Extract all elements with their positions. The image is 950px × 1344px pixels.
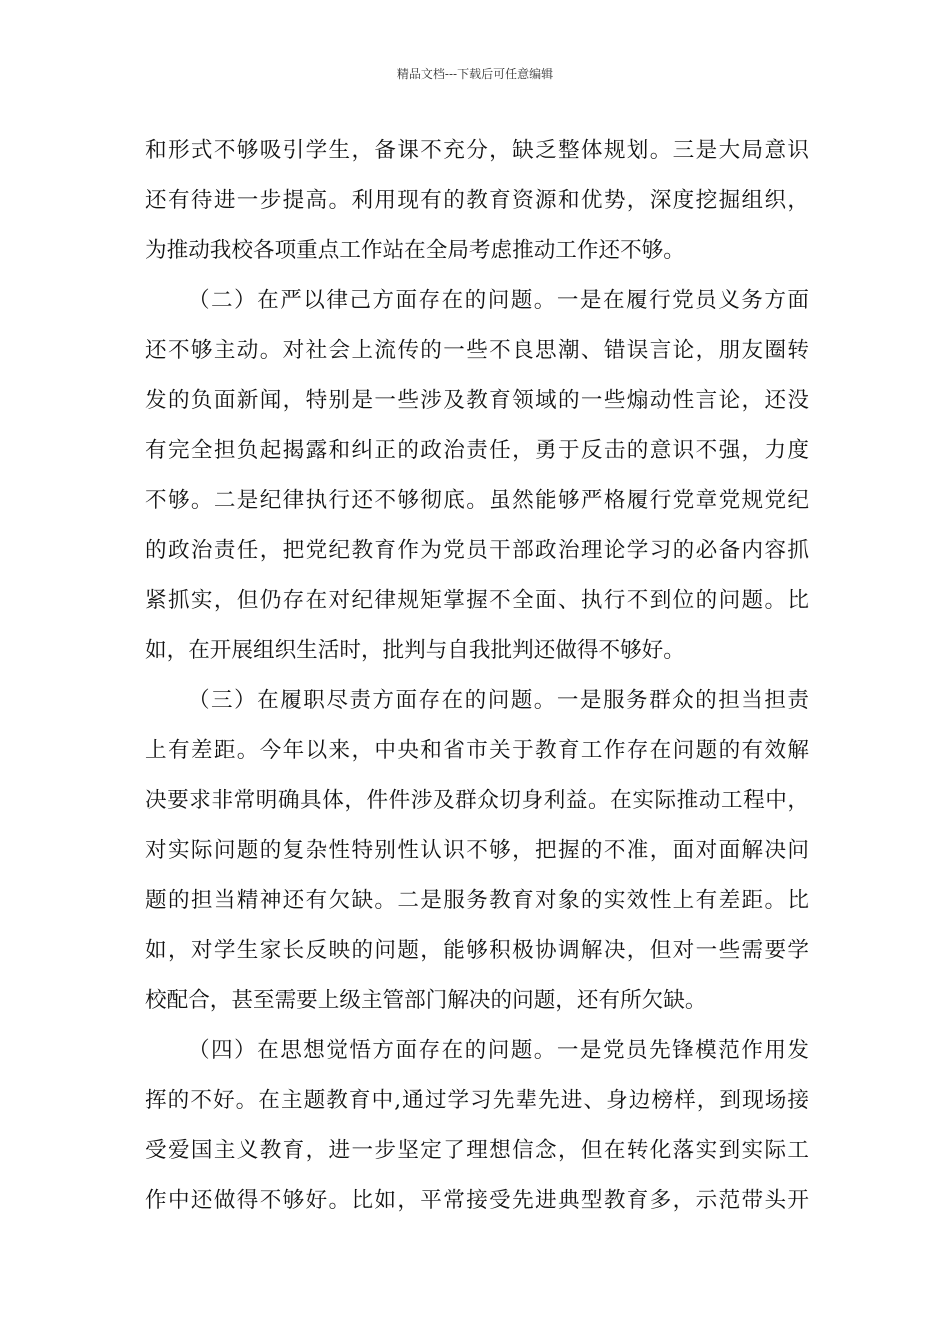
text-line: 还有待进一步提高。利用现有的教育资源和优势，深度挖掘组织， [145,188,809,213]
text-line: 和形式不够吸引学生，备课不充分，缺乏整体规划。三是大局意识 [145,138,809,163]
text-line: 作中还做得不够好。比如，平常接受先进典型教育多，示范带头开 [145,1188,809,1213]
document-body [145,126,809,1226]
paragraph-first-line: （三）在履职尽责方面存在的问题。一是服务群众的担当担责 [188,688,809,713]
paragraph-first-line: （二）在严以律己方面存在的问题。一是在履行党员义务方面 [188,288,809,313]
text-line: 校配合，甚至需要上级主管部门解决的问题，还有所欠缺。 [145,988,707,1013]
text-line: 决要求非常明确具体，件件涉及群众切身利益。在实际推动工程中， [145,788,809,813]
text-line: 的政治责任，把党纪教育作为党员干部政治理论学习的必备内容抓 [145,538,809,563]
text-line: 受爱国主义教育，进一步坚定了理想信念，但在转化落实到实际工 [145,1138,809,1163]
text-line: 有完全担负起揭露和纠正的政治责任，勇于反击的意识不强，力度 [145,438,809,463]
text-line: 上有差距。今年以来，中央和省市关于教育工作存在问题的有效解 [145,738,809,763]
text-line: 如，在开展组织生活时，批判与自我批判还做得不够好。 [145,638,685,663]
paragraph-first-line: （四）在思想觉悟方面存在的问题。一是党员先锋模范作用发 [188,1038,809,1063]
text-line: 如，对学生家长反映的问题，能够积极协调解决，但对一些需要学 [145,938,809,963]
text-line: 不够。二是纪律执行还不够彻底。虽然能够严格履行党章党规党纪 [145,488,809,513]
text-line: 紧抓实，但仍存在对纪律规矩掌握不全面、执行不到位的问题。比 [145,588,809,613]
text-line: 发的负面新闻，特别是一些涉及教育领域的一些煽动性言论，还没 [145,388,809,413]
text-line: 为推动我校各项重点工作站在全局考虑推动工作还不够。 [145,238,685,263]
text-line: 题的担当精神还有欠缺。二是服务教育对象的实效性上有差距。比 [145,888,809,913]
page-header: 精品文档---下载后可任意编辑 [396,67,554,81]
text-line: 还不够主动。对社会上流传的一些不良思潮、错误言论，朋友圈转 [145,338,809,363]
text-line: 挥的不好。在主题教育中,通过学习先辈先进、身边榜样，到现场接 [145,1088,809,1113]
text-line: 对实际问题的复杂性特别性认识不够，把握的不准，面对面解决问 [145,838,809,863]
